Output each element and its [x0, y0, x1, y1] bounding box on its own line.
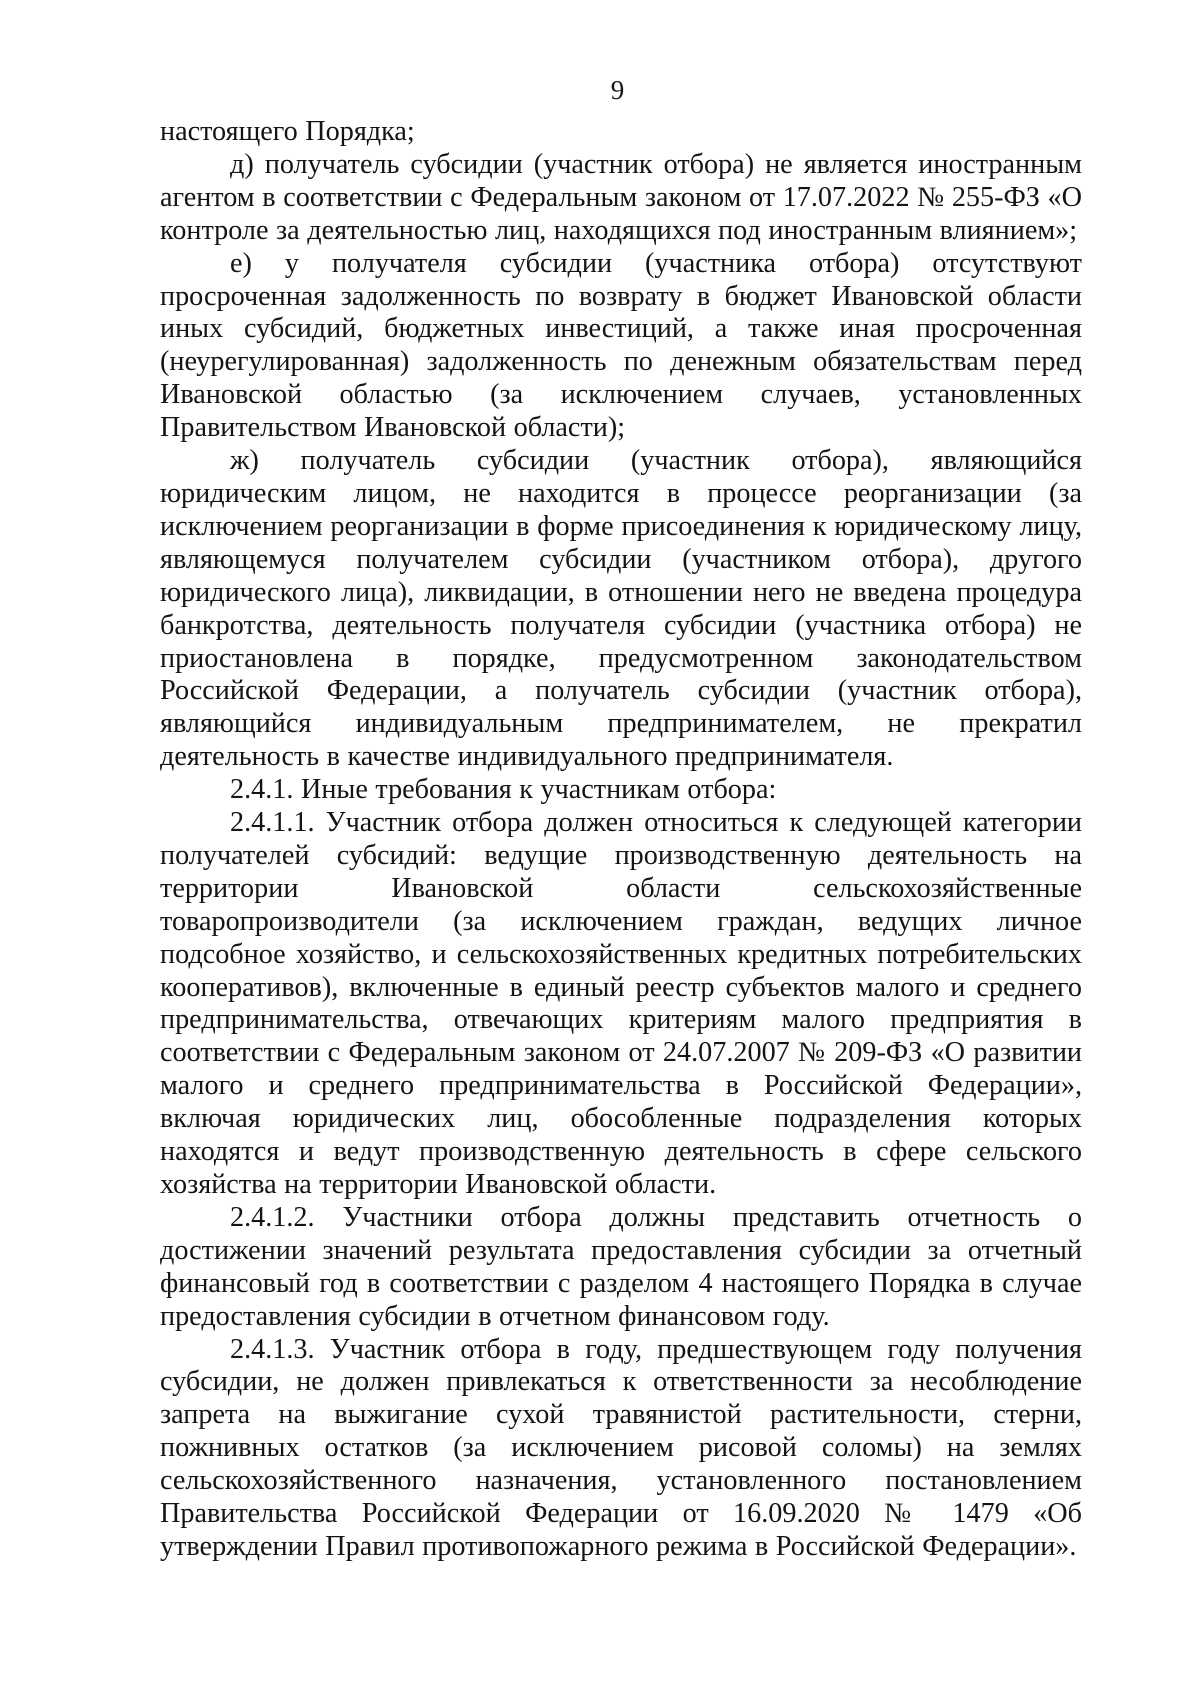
paragraph-item-e: е) у получателя субсидии (участника отбора) отсутствуют просроченная задолженность по возврату в бюджет Ивановской области иных субсидий, бюджетных инвестиций, а также иная просроченная (неурегулированная) задолженность по денежным обязательствам перед Ивановской областью (за исключением случаев, установленных Правительством Ивановской области); [160, 247, 1082, 444]
paragraph-item-zh: ж) получатель субсидии (участник отбора), являющийся юридическим лицом, не находится в процессе реорганизации (за исключением реорганизации в форме присоединения к юридическому лицу, являющемуся получателем субсидии (участником отбора), другого юридического лица), ликвидации, в отношении него не введена процедура банкротства, деятельность получателя субсидии (участника отбора) не приостановлена в порядке, предусмотренном законодательством Российской Федерации, а получатель субсидии (участник отбора), являющийся индивидуальным предпринимателем, не прекратил деятельность в качестве индивидуального предпринимателя. [160, 445, 1082, 773]
paragraph-2-4-1-3: 2.4.1.3. Участник отбора в году, предшествующем году получения субсидии, не должен привлекаться к ответственности за несоблюдение запрета на выжигание сухой травянистой растительности, стерни, пожнивных остатков (за исключением рисовой соломы) на землях сельскохозяйственного назначения, установленного постановлением Правительства Российской Федерации от 16.09.2020 № 1479 «Об утверждении Правил противопожарного режима в Российской Федерации». [160, 1333, 1082, 1562]
paragraph-2-4-1-1: 2.4.1.1. Участник отбора должен относиться к следующей категории получателей субсидий: ведущие производственную деятельность на территории Ивановской области сельскохозяйственные товаропроизводители (за исключением граждан, ведущих личное подсобное хозяйство, и сельскохозяйственных кредитных потребительских кооперативов), включенные в единый реестр субъектов малого и среднего предпринимательства, отвечающих критериям малого предприятия в соответствии с Федеральным законом от 24.07.2007 № 209-ФЗ «О развитии малого и среднего предпринимательства в Российской Федерации», включая юридических лиц, обособленные подразделения которых находятся и ведут производственную деятельность в сфере сельского хозяйства на территории Ивановской области. [160, 807, 1082, 1200]
paragraph-2-4-1-2: 2.4.1.2. Участники отбора должны представить отчетность о достижении значений результата предоставления субсидии за отчетный финансовый год в соответствии с разделом 4 настоящего Порядка в случае предоставления субсидии в отчетном финансовом году. [160, 1201, 1082, 1332]
document-body [160, 116, 1082, 1564]
paragraph-item-d: д) получатель субсидии (участник отбора) не является иностранным агентом в соответствии с Федеральным законом от 17.07.2022 № 255-ФЗ «О контроле за деятельностью лиц, находящихся под иностранным влиянием»; [160, 148, 1082, 246]
paragraph-continuation: настоящего Порядка; [160, 116, 415, 147]
page-number: 9 [610, 75, 625, 105]
paragraph-2-4-1: 2.4.1. Иные требования к участникам отбора: [230, 774, 777, 806]
